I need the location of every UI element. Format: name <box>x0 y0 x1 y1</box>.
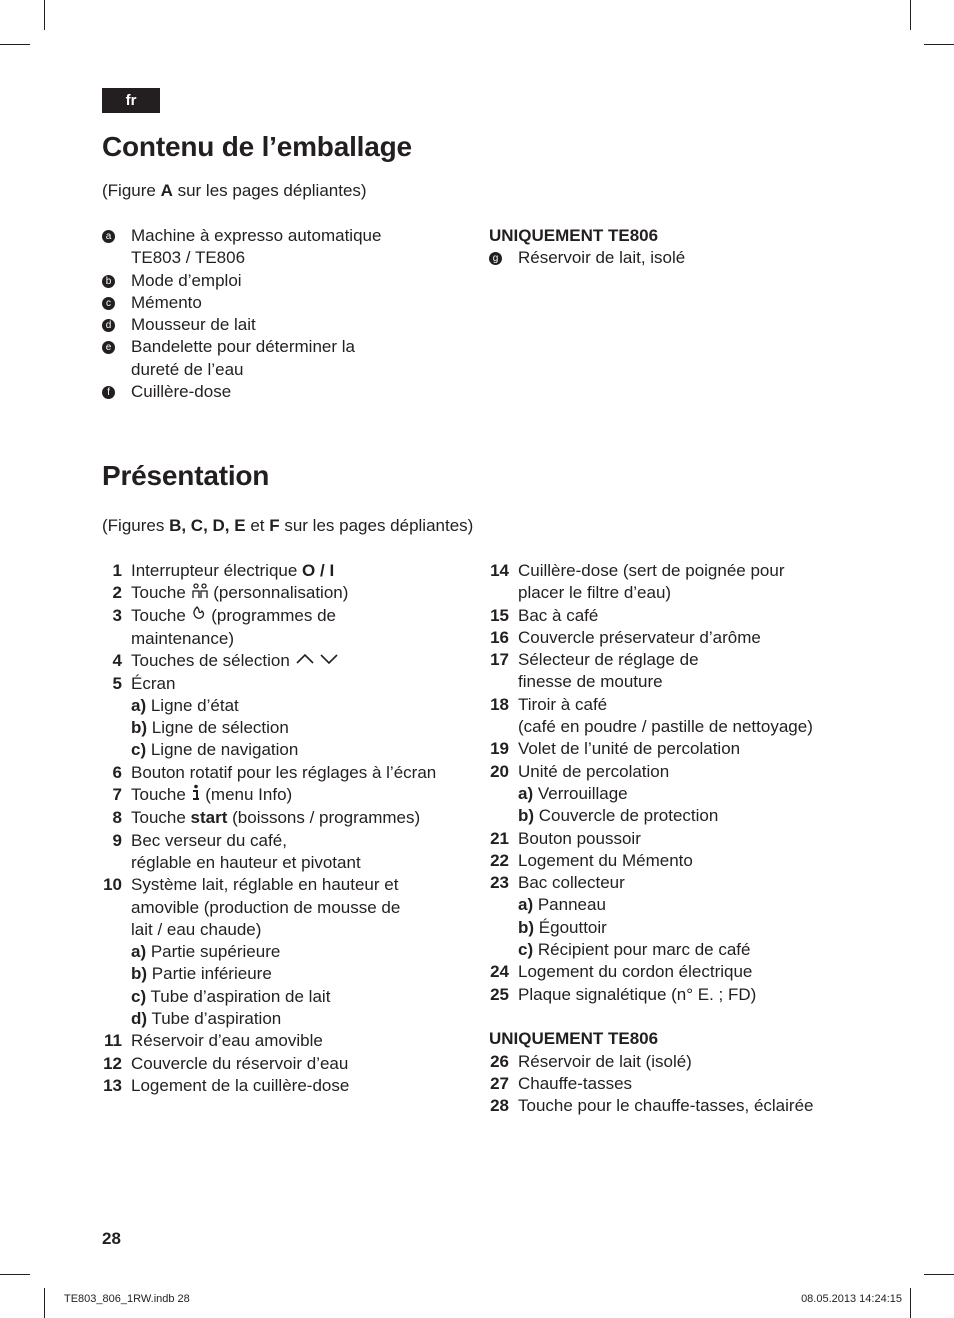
item-text-part: Réservoir de lait (isolé) <box>518 1051 692 1071</box>
list-item <box>102 336 472 358</box>
item-text-part: Couvercle préservateur d’arôme <box>518 627 761 647</box>
item-text <box>518 1073 849 1095</box>
item-text-part: Sélecteur de réglage de <box>518 650 699 670</box>
item-text <box>131 874 477 941</box>
figref-text: (Figures <box>102 516 170 535</box>
list-item <box>102 605 477 650</box>
item-text <box>518 694 849 739</box>
item-text <box>518 961 849 983</box>
sub-item <box>489 894 849 916</box>
list-item <box>102 807 477 829</box>
item-number: 24 <box>490 962 509 982</box>
item-text-continuation: amovible (production de mousse de <box>131 897 401 917</box>
item-text-continuation: finesse de mouture <box>518 672 663 692</box>
item-text <box>518 627 849 649</box>
list-item <box>489 850 849 872</box>
item-number: 14 <box>490 561 509 580</box>
sub-item-text: Verrouillage <box>533 783 628 803</box>
item-text-continuation: lait / eau chaude) <box>131 919 262 939</box>
item-text <box>518 761 849 783</box>
item-number: 21 <box>490 828 509 848</box>
item-text: Mode d’emploi <box>131 270 242 290</box>
sub-item-label: b) <box>131 964 148 984</box>
item-text-part: Bec verseur du café, <box>131 830 287 850</box>
item-text-part: Bac collecteur <box>518 873 625 893</box>
list-header: UNIQUEMENT TE806 <box>489 226 659 245</box>
item-number: 3 <box>112 605 122 625</box>
sub-item <box>102 941 477 963</box>
item-number: 23 <box>490 873 509 893</box>
crop-mark <box>910 0 911 30</box>
crop-mark <box>0 1274 30 1275</box>
item-text <box>518 1095 849 1117</box>
item-number: 4 <box>112 650 122 670</box>
list-item <box>102 359 472 381</box>
sub-item-text: Ligne de navigation <box>146 740 299 760</box>
indent-spacer <box>102 247 131 269</box>
list-item <box>102 247 472 269</box>
sub-item-text: Ligne de sélection <box>147 718 289 738</box>
item-number: 10 <box>103 875 122 895</box>
list-item <box>102 292 472 314</box>
list-item <box>489 605 849 627</box>
sub-item-label: b) <box>131 718 148 738</box>
list-item <box>489 984 849 1006</box>
up-down-arrows-icon <box>295 650 339 672</box>
item-number: 5 <box>112 673 122 693</box>
list-item <box>489 1051 849 1073</box>
item-text <box>131 784 477 807</box>
item-text-part: Écran <box>131 673 176 693</box>
item-letter-badge: g <box>489 252 502 265</box>
item-number: 15 <box>490 605 509 625</box>
list-item <box>489 828 849 850</box>
section-title-presentation: Présentation <box>102 460 270 491</box>
item-text-part: Interrupteur électrique <box>131 561 303 580</box>
item-letter-badge: a <box>102 230 115 243</box>
item-text-part: Couvercle du réservoir d’eau <box>131 1053 349 1073</box>
list-item <box>102 1053 477 1075</box>
list-item <box>489 738 849 760</box>
item-text-part: Volet de l’unité de percolation <box>518 739 741 759</box>
sub-item-text: Ligne d’état <box>146 695 239 715</box>
sub-item <box>489 783 849 805</box>
sub-item-text: Tube d’aspiration de lait <box>146 986 331 1006</box>
item-text <box>518 1051 849 1073</box>
item-text <box>518 850 849 872</box>
sub-item <box>489 939 849 961</box>
list-item <box>102 673 477 695</box>
list-item <box>102 874 477 941</box>
item-text <box>131 582 477 605</box>
spacer <box>489 1006 849 1028</box>
item-text <box>131 1053 477 1075</box>
figref-text: sur les pages dépliantes) <box>172 181 367 200</box>
sub-item <box>102 695 477 717</box>
item-text: dureté de l’eau <box>131 359 244 379</box>
sub-item-text: Égouttoir <box>534 917 607 937</box>
crop-mark <box>0 44 30 45</box>
item-text: TE803 / TE806 <box>131 248 246 268</box>
list-item <box>102 314 472 336</box>
sub-item <box>489 917 849 939</box>
sub-item-label: c) <box>131 986 147 1006</box>
item-text-part: Unité de percolation <box>518 761 670 781</box>
sub-item-label: a) <box>518 895 534 915</box>
list-item <box>102 225 472 247</box>
list-item <box>489 247 859 269</box>
item-text-part: Touche pour le chauffe-tasses, éclairée <box>518 1096 814 1116</box>
item-text <box>131 1030 477 1052</box>
personalisation-icon <box>191 583 209 605</box>
item-text-part: Tiroir à café <box>518 694 608 714</box>
crop-mark <box>44 0 45 30</box>
item-number: 7 <box>112 785 122 805</box>
item-text: Mousseur de lait <box>131 315 256 335</box>
sub-item-text: Tube d’aspiration <box>147 1009 282 1029</box>
item-letter-badge: b <box>102 275 115 288</box>
list-header: UNIQUEMENT TE806 <box>489 1029 659 1049</box>
item-text <box>131 830 477 875</box>
item-text: Mémento <box>131 292 202 312</box>
sub-item-label: a) <box>131 695 147 715</box>
figref-bold: A <box>160 181 173 200</box>
info-icon <box>191 784 201 807</box>
item-text <box>131 650 477 673</box>
list-item <box>489 694 849 739</box>
item-text-part: Cuillère-dose (sert de poignée pour <box>518 561 785 580</box>
item-text-continuation: réglable en hauteur et pivotant <box>131 852 361 872</box>
item-number: 28 <box>490 1096 509 1116</box>
item-text-part: Touche <box>131 583 191 603</box>
item-text <box>131 762 477 784</box>
item-letter-badge: f <box>102 386 115 399</box>
item-number: 27 <box>490 1073 509 1093</box>
item-text <box>131 560 477 582</box>
list-item <box>489 627 849 649</box>
sub-item <box>102 986 477 1008</box>
item-text-part: Logement du cordon électrique <box>518 962 753 982</box>
item-text-part: Bac à café <box>518 605 599 625</box>
item-number: 17 <box>490 650 509 670</box>
sub-item-label: c) <box>131 740 147 760</box>
sub-item-text: Couvercle de protection <box>534 806 719 826</box>
item-text-part: Bouton poussoir <box>518 828 641 848</box>
item-text-part: (personnalisation) <box>208 583 349 603</box>
item-number: 20 <box>490 761 509 781</box>
sub-item <box>102 1008 477 1030</box>
list-item <box>489 761 849 783</box>
item-number: 18 <box>490 694 509 714</box>
list-item <box>102 560 477 582</box>
item-text <box>518 605 849 627</box>
list-item <box>489 649 849 694</box>
list-item <box>489 560 849 605</box>
section-title-packaging: Contenu de l’emballage <box>102 131 412 162</box>
sub-item-text: Récipient pour marc de café <box>533 940 751 960</box>
item-text-part: Touche <box>131 605 191 625</box>
item-number: 1 <box>112 561 122 580</box>
item-number: 19 <box>490 739 509 759</box>
list-item <box>489 872 849 894</box>
list-item <box>102 784 477 807</box>
packaging-list <box>102 225 472 403</box>
crop-mark <box>44 1288 45 1318</box>
language-tag: fr <box>102 88 160 113</box>
item-number: 2 <box>112 583 122 603</box>
item-text <box>518 738 849 760</box>
figref-bold: B, C, D, E <box>169 516 246 535</box>
item-number: 8 <box>112 808 122 828</box>
item-letter-badge: e <box>102 341 115 354</box>
footer-date: 08.05.2013 14:24:15 <box>801 1293 902 1305</box>
crop-mark <box>924 44 954 45</box>
sub-item-text: Partie inférieure <box>147 964 272 984</box>
item-number: 16 <box>490 627 509 647</box>
figure-reference-presentation <box>102 516 473 536</box>
list-item <box>102 1075 477 1097</box>
item-text <box>518 984 849 1006</box>
item-text-part: (menu Info) <box>200 785 293 805</box>
sub-item-text: Panneau <box>533 895 606 915</box>
item-number: 12 <box>103 1053 122 1073</box>
item-letter-badge: c <box>102 297 115 310</box>
item-text <box>131 807 477 829</box>
list-item <box>102 1030 477 1052</box>
list-item <box>489 961 849 983</box>
figref-text: sur les pages dépliantes) <box>279 516 474 535</box>
list-item <box>489 1073 849 1095</box>
item-text-part: Système lait, réglable en hauteur et <box>131 875 399 895</box>
item-text-bold: O / I <box>302 561 335 580</box>
item-text-part: Touches de sélection <box>131 650 295 670</box>
item-text-part: Touche <box>131 808 191 828</box>
figref-text: et <box>245 516 270 535</box>
item-text-continuation: (café en poudre / pastille de nettoyage) <box>518 717 813 737</box>
item-text-part: Plaque signalétique (n° E. ; FD) <box>518 984 757 1004</box>
item-text-continuation: maintenance) <box>131 628 235 648</box>
presentation-list-right <box>489 560 849 1117</box>
figref-text: (Figure <box>102 181 161 200</box>
list-item <box>102 582 477 605</box>
list-item <box>102 762 477 784</box>
item-text: Réservoir de lait, isolé <box>518 248 686 268</box>
item-text <box>518 872 849 894</box>
item-text <box>518 649 849 694</box>
item-number: 26 <box>490 1051 509 1071</box>
item-number: 25 <box>490 984 509 1004</box>
list-item <box>489 1095 849 1117</box>
item-number: 22 <box>490 850 509 870</box>
item-text <box>131 605 477 650</box>
sub-item-label: d) <box>131 1009 148 1029</box>
list-item <box>102 650 477 673</box>
indent-spacer <box>102 359 131 381</box>
item-text-bold: start <box>190 808 228 828</box>
maintenance-icon <box>191 605 207 627</box>
crop-mark <box>910 1288 911 1318</box>
item-text-part: Logement du Mémento <box>518 850 693 870</box>
list-item <box>102 830 477 875</box>
item-number: 13 <box>103 1075 122 1095</box>
item-text: Bandelette pour déterminer la <box>131 337 355 357</box>
sub-item <box>489 805 849 827</box>
footer-file: TE803_806_1RW.indb 28 <box>64 1293 190 1305</box>
item-text-part: Chauffe-tasses <box>518 1073 633 1093</box>
figref-bold: F <box>269 516 280 535</box>
item-text-continuation: placer le filtre d’eau) <box>518 583 672 603</box>
sub-item <box>102 739 477 761</box>
item-text: Machine à expresso automatique <box>131 226 382 245</box>
item-text-part: Réservoir d’eau amovible <box>131 1031 323 1051</box>
item-text: Cuillère-dose <box>131 382 232 402</box>
item-text <box>131 1075 477 1097</box>
figure-reference-packaging <box>102 181 367 201</box>
item-number: 11 <box>104 1031 122 1051</box>
list-item <box>102 270 472 292</box>
page-number: 28 <box>102 1229 121 1248</box>
item-text-part: (programmes de <box>206 605 336 625</box>
packaging-list-te806 <box>489 225 859 270</box>
sub-item-label: b) <box>518 917 535 937</box>
item-text-part: Bouton rotatif pour les réglages à l’écran <box>131 762 437 782</box>
item-text <box>518 828 849 850</box>
item-text <box>131 673 477 695</box>
item-number: 9 <box>112 830 122 850</box>
item-text-part: (boissons / programmes) <box>227 808 421 828</box>
presentation-list-left <box>102 560 477 1097</box>
item-text <box>518 560 849 605</box>
item-text-part: Touche <box>131 785 191 805</box>
item-text-part: Logement de la cuillère-dose <box>131 1075 350 1095</box>
item-letter-badge: d <box>102 319 115 332</box>
sub-item <box>102 717 477 739</box>
sub-item-text: Partie supérieure <box>146 942 281 962</box>
sub-item-label: b) <box>518 806 535 826</box>
item-number: 6 <box>112 762 122 782</box>
list-item <box>102 381 472 403</box>
sub-item-label: a) <box>131 942 147 962</box>
sub-item-label: c) <box>518 940 534 960</box>
sub-item <box>102 963 477 985</box>
crop-mark <box>924 1274 954 1275</box>
sub-item-label: a) <box>518 783 534 803</box>
